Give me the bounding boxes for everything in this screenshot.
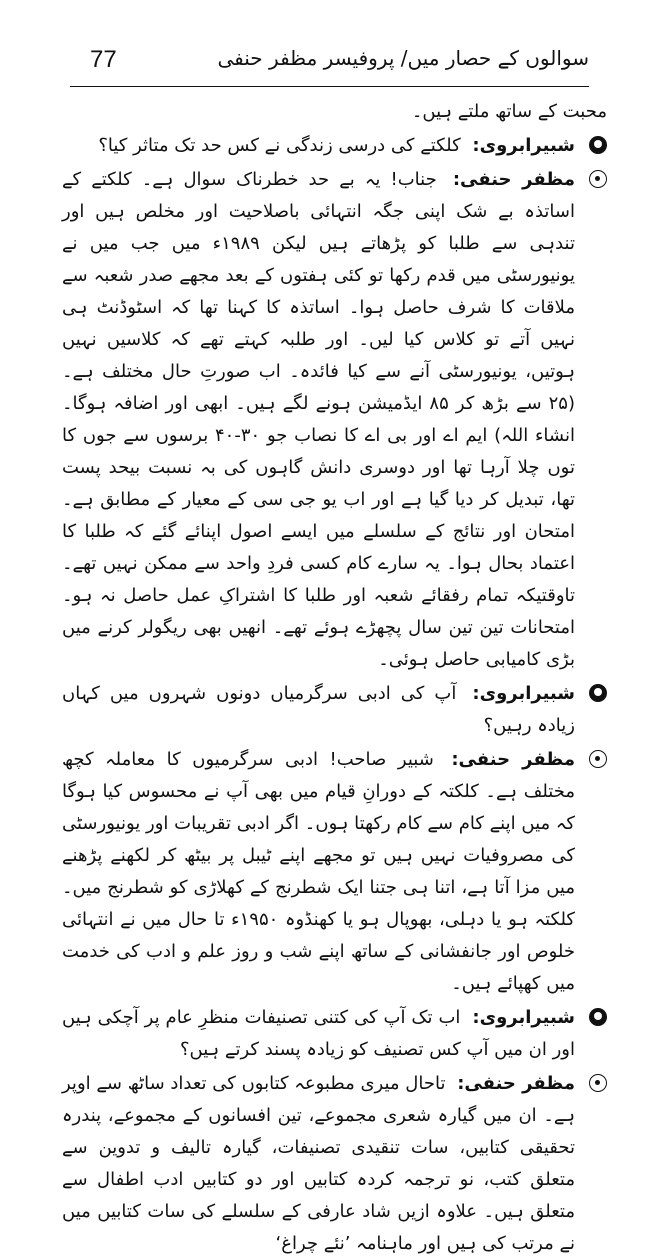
speaker-label: شبیرابروی: — [472, 683, 575, 704]
answer-marker-icon — [589, 750, 607, 768]
answer-text: تاحال میری مطبوعہ کتابوں کی تعداد ساٹھ سے اوپر ہے۔ ان میں گیارہ شعری مجموعے، تین افسانوں کے مجموعے، پندرہ تحقیقی کتابیں، سات تنقیدی تصنیفات، گیارہ تالیف و تدوین سے متعلق کتب، نو ترجمہ کردہ کتابیں اور دو کتابیں ادب اطفال سے متعلق ہیں۔ علاوہ ازیں شاد عارفی کے سلسلے کی سات کتابیں میں نے مرتب کی ہیں اور ماہنامہ ’نئے چراغ‘ — [62, 1073, 575, 1254]
question-bullet-icon — [589, 1008, 607, 1026]
answer-block — [62, 1068, 607, 1260]
answer-block — [62, 744, 607, 1000]
question-text: اب تک آپ کی کتنی تصنیفات منظرِ عام پر آچکی ہیں اور ان میں آپ کس تصنیف کو زیادہ پسند کرتے ہیں؟ — [62, 1007, 575, 1060]
header-rule — [70, 86, 589, 87]
page-header — [70, 40, 589, 84]
running-head: سوالوں کے حصار میں/ پروفیسر مظفر حنفی — [217, 46, 589, 70]
answer-block — [62, 164, 607, 676]
question-text: آپ کی ادبی سرگرمیاں دونوں شہروں میں کہاں زیادہ رہیں؟ — [62, 683, 575, 736]
speaker-label: شبیرابروی: — [472, 1007, 575, 1028]
answer-text: جناب! یہ بے حد خطرناک سوال ہے۔ کلکتے کے اساتذہ بے شک اپنی جگہ انتہائی باصلاحیت اور مخلص ہیں اور تندہی سے طلبا کو پڑھاتے ہیں لیکن ۱۹۸۹ء میں جب میں نے یونیورسٹی میں قدم رکھا تو کئی ہفتوں کے بعد مجھے صدر شعبہ سے ملاقات کا شرف حاصل ہوا۔ اساتذہ کا کہنا تھا کہ اسٹوڈنٹ ہی نہیں آتے تو کلاس کیا لیں۔ اور طلبہ کہتے تھے کہ کلاسیں نہیں ہوتیں، یونیورسٹی آنے سے کیا فائدہ۔ اب صورتِ حال مختلف ہے۔ (۲۵ سے بڑھ کر ۸۵ ایڈمیشن ہونے لگے ہیں۔ ابھی اور اضافہ ہوگا۔ انشاء اللہ) ایم اے اور بی اے کا نصاب جو ۳۰-۴۰ برسوں سے جوں کا توں چلا آرہا تھا اور دوسری دانش گاہوں کی بہ نسبت بیحد پست تھا، تبدیل کر دیا گیا ہے اور اب یو جی سی کے معیار کے مطابق ہے۔ امتحان اور نتائج کے سلسلے میں ایسے اصول اپنائے گئے کہ طلبا کا اعتماد بحال ہوا۔ یہ سارے کام کسی فردِ واحد سے ممکن نہیں تھے۔ تاوقتیکہ تمام رفقائے شعبہ اور طلبا کا اشتراکِ عمل حاصل نہ ہو۔ امتحانات تین تین سال پچھڑے ہوئے تھے۔ انھیں بھی ریگولر کرنے میں بڑی کامیابی حاصل ہوئی۔ — [62, 169, 576, 670]
speaker-label: مظفر حنفی: — [457, 1073, 575, 1094]
question-bullet-icon — [589, 684, 607, 702]
question-block — [62, 130, 607, 162]
question-bullet-icon — [589, 136, 607, 154]
answer-marker-icon — [589, 170, 607, 188]
paragraph-continuation — [62, 96, 607, 128]
answer-marker-icon — [589, 1074, 607, 1092]
interview-text — [62, 96, 607, 1254]
question-text: کلکتے کی درسی زندگی نے کس حد تک متاثر کیا؟ — [98, 135, 461, 156]
question-block — [62, 678, 607, 742]
speaker-label: مظفر حنفی: — [451, 749, 575, 770]
speaker-label: مظفر حنفی: — [452, 169, 575, 190]
question-block — [62, 1002, 607, 1066]
speaker-label: شبیرابروی: — [472, 135, 575, 156]
page-number: 77 — [90, 46, 117, 73]
paragraph-text: محبت کے ساتھ ملتے ہیں۔ — [411, 101, 607, 122]
answer-text: شبیر صاحب! ادبی سرگرمیوں کا معاملہ کچھ مختلف ہے۔ کلکتہ کے دورانِ قیام میں بھی آپ نے محسوس کیا ہوگا کہ میں اپنے کام سے کام رکھتا ہوں۔ اگر ادبی تقریبات اور یونیورسٹی کی مصروفیات نہیں ہیں تو مجھے اپنے ٹیبل پر بیٹھ کر لکھنے پڑھنے میں مزا آتا ہے، اتنا ہی جتنا ایک شطرنج کے کھلاڑی کو شطرنج میں۔ کلکتہ ہو یا دہلی، بھوپال ہو یا کھنڈوہ ۱۹۵۰ء تا حال میں نے انتہائی خلوص اور جانفشانی کے ساتھ اپنے شب و روز علم و ادب کی خدمت میں کھپائے ہیں۔ — [62, 749, 575, 994]
